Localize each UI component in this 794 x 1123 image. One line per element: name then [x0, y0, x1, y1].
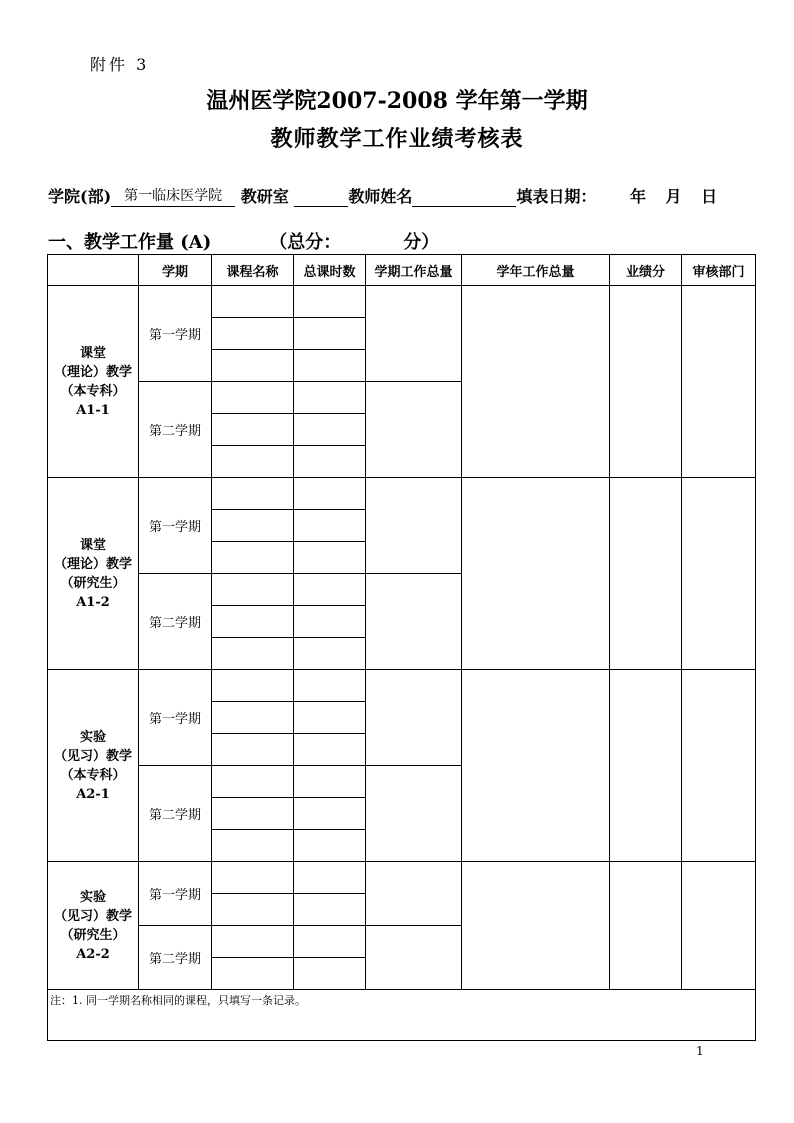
course-name-cell[interactable]	[212, 670, 294, 702]
dept-label: 教研室	[240, 187, 289, 206]
course-name-cell[interactable]	[212, 574, 294, 606]
teacher-label: 教师姓名	[348, 187, 413, 206]
total-hours-cell[interactable]	[294, 958, 366, 990]
year-workload-cell[interactable]	[462, 286, 610, 478]
semester-workload-cell[interactable]	[366, 382, 462, 478]
semester-2-label: 第二学期	[139, 574, 212, 670]
course-name-cell[interactable]	[212, 702, 294, 734]
total-hours-cell[interactable]	[294, 478, 366, 510]
course-name-cell[interactable]	[212, 414, 294, 446]
year-workload-cell[interactable]	[462, 478, 610, 670]
workload-table	[47, 254, 756, 1041]
course-name-cell[interactable]	[212, 286, 294, 318]
score-cell[interactable]	[610, 286, 682, 478]
course-name-cell[interactable]	[212, 478, 294, 510]
total-hours-cell[interactable]	[294, 574, 366, 606]
total-hours-cell[interactable]	[294, 766, 366, 798]
total-hours-cell[interactable]	[294, 734, 366, 766]
table-row	[48, 862, 756, 894]
year-label: 年	[629, 187, 646, 206]
teacher-name-field[interactable]	[412, 206, 516, 207]
attachment-label: 附件 3	[90, 55, 150, 74]
semester-2-label: 第二学期	[139, 926, 212, 990]
total-hours-cell[interactable]	[294, 606, 366, 638]
total-hours-cell[interactable]	[294, 702, 366, 734]
header-course-name: 课程名称	[212, 255, 294, 286]
score-cell[interactable]	[610, 478, 682, 670]
header-total-hours: 总课时数	[294, 255, 366, 286]
score-prefix: （总分：	[269, 232, 342, 253]
course-name-cell[interactable]	[212, 446, 294, 478]
header-semester: 学期	[139, 255, 212, 286]
course-name-cell[interactable]	[212, 638, 294, 670]
total-hours-cell[interactable]	[294, 830, 366, 862]
section-title: 一、教学工作量 (A)	[48, 232, 212, 253]
total-hours-cell[interactable]	[294, 350, 366, 382]
score-cell[interactable]	[610, 670, 682, 862]
course-name-cell[interactable]	[212, 734, 294, 766]
course-name-cell[interactable]	[212, 766, 294, 798]
course-name-cell[interactable]	[212, 862, 294, 894]
year-workload-cell[interactable]	[462, 670, 610, 862]
total-hours-cell[interactable]	[294, 670, 366, 702]
college-label: 学院(部)	[48, 187, 112, 206]
course-name-cell[interactable]	[212, 830, 294, 862]
table-note: 注：1. 同一学期名称相同的课程，只填写一条记录。	[48, 990, 756, 1041]
course-name-cell[interactable]	[212, 606, 294, 638]
score-suffix: 分）	[403, 232, 440, 253]
total-hours-cell[interactable]	[294, 542, 366, 574]
day-label: 日	[701, 187, 718, 206]
section-heading	[48, 228, 439, 254]
semester-1-label: 第一学期	[139, 286, 212, 382]
course-name-cell[interactable]	[212, 926, 294, 958]
review-dept-cell[interactable]	[682, 862, 756, 990]
semester-workload-cell[interactable]	[366, 670, 462, 766]
table-row	[48, 286, 756, 318]
semester-1-label: 第一学期	[139, 670, 212, 766]
total-hours-cell[interactable]	[294, 414, 366, 446]
semester-workload-cell[interactable]	[366, 286, 462, 382]
course-name-cell[interactable]	[212, 350, 294, 382]
total-hours-cell[interactable]	[294, 318, 366, 350]
total-hours-cell[interactable]	[294, 286, 366, 318]
total-hours-cell[interactable]	[294, 894, 366, 926]
score-cell[interactable]	[610, 862, 682, 990]
course-name-cell[interactable]	[212, 542, 294, 574]
course-name-cell[interactable]	[212, 510, 294, 542]
info-line	[48, 184, 768, 207]
semester-2-label: 第二学期	[139, 766, 212, 862]
course-name-cell[interactable]	[212, 798, 294, 830]
total-hours-cell[interactable]	[294, 446, 366, 478]
header-semester-workload: 学期工作总量	[366, 255, 462, 286]
table-row	[48, 670, 756, 702]
month-label: 月	[665, 187, 682, 206]
semester-1-label: 第一学期	[139, 478, 212, 574]
review-dept-cell[interactable]	[682, 670, 756, 862]
semester-workload-cell[interactable]	[366, 862, 462, 926]
total-hours-cell[interactable]	[294, 798, 366, 830]
header-score: 业绩分	[610, 255, 682, 286]
category-a2-1: 实验 （见习）教学 （本专科） A2-1	[48, 670, 139, 862]
dept-field[interactable]	[294, 206, 348, 207]
course-name-cell[interactable]	[212, 318, 294, 350]
category-a1-1: 课堂 （理论）教学 （本专科） A1-1	[48, 286, 139, 478]
page-number: 1	[696, 1044, 704, 1058]
total-hours-cell[interactable]	[294, 382, 366, 414]
header-cell-blank	[48, 255, 139, 286]
year-workload-cell[interactable]	[462, 862, 610, 990]
semester-1-label: 第一学期	[139, 862, 212, 926]
course-name-cell[interactable]	[212, 894, 294, 926]
course-name-cell[interactable]	[212, 382, 294, 414]
title-line-1: 温州医学院2007-2008 学年第一学期	[206, 88, 588, 114]
category-a2-2: 实验 （见习）教学 （研究生） A2-2	[48, 862, 139, 990]
semester-workload-cell[interactable]	[366, 574, 462, 670]
total-hours-cell[interactable]	[294, 862, 366, 894]
semester-workload-cell[interactable]	[366, 478, 462, 574]
semester-workload-cell[interactable]	[366, 926, 462, 990]
semester-2-label: 第二学期	[139, 382, 212, 478]
review-dept-cell[interactable]	[682, 478, 756, 670]
date-label: 填表日期：	[516, 187, 597, 206]
header-row	[48, 255, 756, 286]
table-row	[48, 478, 756, 510]
review-dept-cell[interactable]	[682, 286, 756, 478]
course-name-cell[interactable]	[212, 958, 294, 990]
note-row	[48, 990, 756, 1041]
total-hours-cell[interactable]	[294, 638, 366, 670]
title-line-2: 教师教学工作业绩考核表	[270, 126, 524, 152]
college-value[interactable]: 第一临床医学院	[111, 186, 235, 207]
header-review-dept: 审核部门	[682, 255, 756, 286]
semester-workload-cell[interactable]	[366, 766, 462, 862]
total-hours-cell[interactable]	[294, 510, 366, 542]
header-year-workload: 学年工作总量	[462, 255, 610, 286]
category-a1-2: 课堂 （理论）教学 （研究生） A1-2	[48, 478, 139, 670]
total-hours-cell[interactable]	[294, 926, 366, 958]
